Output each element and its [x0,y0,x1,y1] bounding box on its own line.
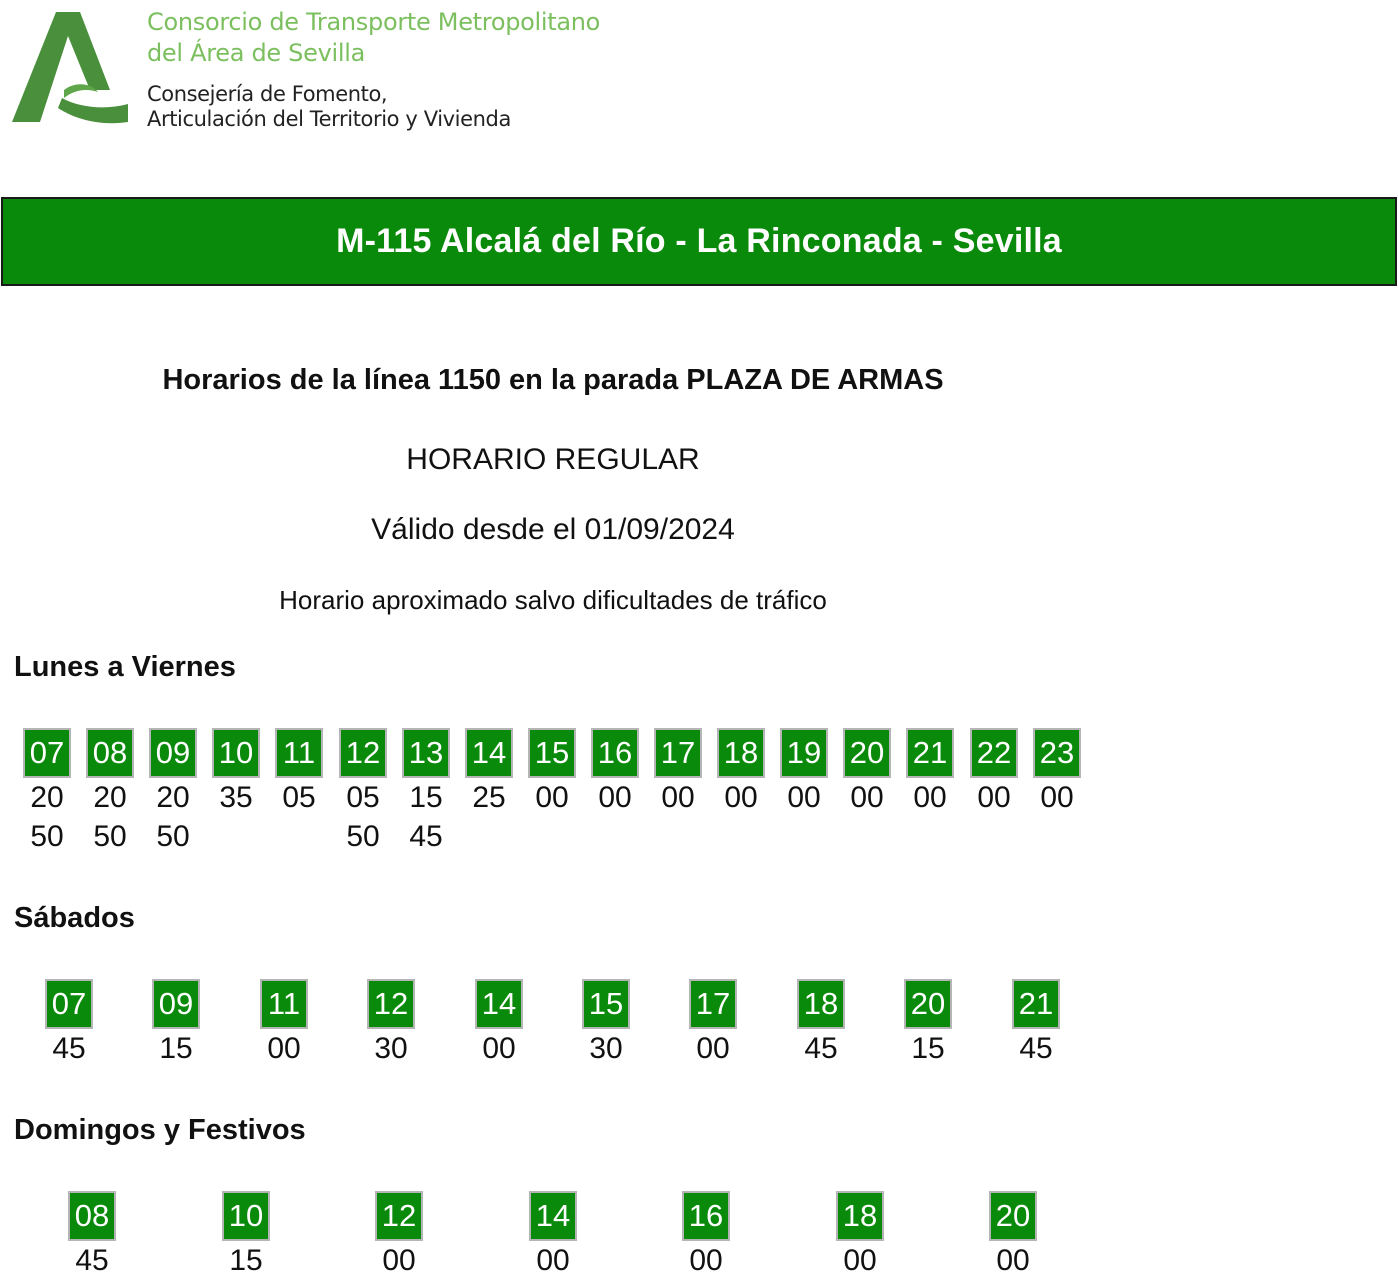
sunday-hour-column-14 [529,1191,577,1280]
hour-badge: 17 [654,728,702,778]
departure-minute: 35 [219,781,253,814]
hour-badge: 14 [465,728,513,778]
hour-badge: 20 [989,1191,1037,1241]
departure-minute: 00 [977,781,1011,814]
departure-minute: 00 [482,1032,516,1065]
departure-minute: 00 [382,1244,416,1277]
departure-minute: 45 [804,1032,838,1065]
weekday-hour-column-11 [275,728,323,817]
departure-minute: 20 [30,781,64,814]
section-title-sundays: Domingos y Festivos [14,1114,306,1146]
hour-badge: 21 [1012,979,1060,1029]
department-line1: Consejería de Fomento, [147,82,388,106]
hour-badge: 22 [970,728,1018,778]
hour-badge: 11 [260,979,308,1029]
hour-badge: 15 [582,979,630,1029]
route-title: M-115 Alcalá del Río - La Rinconada - Sevilla [336,222,1062,260]
hour-badge: 20 [843,728,891,778]
hour-badge: 08 [86,728,134,778]
saturday-hour-column-09 [152,979,200,1068]
departure-minute: 20 [93,781,127,814]
junta-andalucia-logo [10,10,132,128]
saturday-hour-column-14 [475,979,523,1068]
saturday-hour-column-07 [45,979,93,1068]
departure-minute: 00 [1040,781,1074,814]
departure-minute: 45 [52,1032,86,1065]
schedule-type: HORARIO REGULAR [406,443,700,476]
weekday-hour-column-09 [149,728,197,856]
weekday-hour-column-19 [780,728,828,817]
departure-minute: 30 [374,1032,408,1065]
departure-minute: 20 [156,781,190,814]
weekday-hour-column-13 [402,728,450,856]
hour-badge: 17 [689,979,737,1029]
departure-minute: 00 [724,781,758,814]
department-line2: Articulación del Territorio y Vivienda [147,107,511,131]
section-title-weekdays: Lunes a Viernes [14,651,236,683]
org-name-line1: Consorcio de Transporte Metropolitano [147,8,601,36]
departure-minute: 05 [282,781,316,814]
departure-minute: 50 [93,820,127,853]
hour-badge: 18 [797,979,845,1029]
hour-badge: 07 [23,728,71,778]
departure-minute: 50 [156,820,190,853]
departure-minute: 50 [30,820,64,853]
saturday-hour-column-21 [1012,979,1060,1068]
departure-minute: 00 [536,1244,570,1277]
hour-badge: 21 [906,728,954,778]
weekday-hour-column-22 [970,728,1018,817]
departure-minute: 00 [267,1032,301,1065]
hour-badge: 10 [212,728,260,778]
hour-badge: 13 [402,728,450,778]
saturday-hour-column-15 [582,979,630,1068]
departure-minute: 45 [1019,1032,1053,1065]
saturday-hour-column-18 [797,979,845,1068]
org-name-line2: del Área de Sevilla [147,39,365,67]
weekday-hour-column-21 [906,728,954,817]
hour-badge: 07 [45,979,93,1029]
departure-minute: 00 [787,781,821,814]
departure-minute: 15 [911,1032,945,1065]
hour-badge: 15 [528,728,576,778]
hour-badge: 11 [275,728,323,778]
weekday-hour-column-10 [212,728,260,817]
sunday-hour-column-12 [375,1191,423,1280]
weekday-hour-column-08 [86,728,134,856]
hour-badge: 12 [375,1191,423,1241]
hour-badge: 14 [529,1191,577,1241]
hour-badge: 12 [367,979,415,1029]
hour-badge: 10 [222,1191,270,1241]
saturday-hour-column-20 [904,979,952,1068]
departure-minute: 00 [696,1032,730,1065]
stop-heading: Horarios de la línea 1150 en la parada PLAZA DE ARMAS [162,364,944,396]
hour-badge: 09 [152,979,200,1029]
hour-badge: 23 [1033,728,1081,778]
departure-minute: 00 [689,1244,723,1277]
departure-minute: 15 [409,781,443,814]
saturday-hour-column-17 [689,979,737,1068]
departure-minute: 15 [159,1032,193,1065]
hour-badge: 16 [591,728,639,778]
departure-minute: 00 [996,1244,1030,1277]
weekday-hour-column-15 [528,728,576,817]
hour-badge: 20 [904,979,952,1029]
weekday-hour-column-17 [654,728,702,817]
hour-badge: 14 [475,979,523,1029]
weekday-hour-column-18 [717,728,765,817]
weekday-hour-column-07 [23,728,71,856]
saturday-hour-column-11 [260,979,308,1068]
sunday-hour-column-08 [68,1191,116,1280]
departure-minute: 15 [229,1244,263,1277]
traffic-note: Horario aproximado salvo dificultades de tráfico [279,585,827,615]
departure-minute: 45 [409,820,443,853]
departure-minute: 00 [850,781,884,814]
weekday-hour-column-12 [339,728,387,856]
section-title-saturdays: Sábados [14,902,135,934]
departure-minute: 05 [346,781,380,814]
departure-minute: 25 [472,781,506,814]
hour-badge: 19 [780,728,828,778]
departure-minute: 00 [535,781,569,814]
route-title-bar [1,197,1397,286]
weekday-hour-column-20 [843,728,891,817]
sunday-hour-column-18 [836,1191,884,1280]
hour-badge: 09 [149,728,197,778]
departure-minute: 00 [913,781,947,814]
weekday-hour-column-16 [591,728,639,817]
departure-minute: 00 [661,781,695,814]
sunday-hour-column-16 [682,1191,730,1280]
sunday-hour-column-10 [222,1191,270,1280]
hour-badge: 08 [68,1191,116,1241]
departure-minute: 00 [598,781,632,814]
saturday-hour-column-12 [367,979,415,1068]
hour-badge: 18 [717,728,765,778]
hour-badge: 12 [339,728,387,778]
hour-badge: 18 [836,1191,884,1241]
weekday-hour-column-23 [1033,728,1081,817]
sunday-hour-column-20 [989,1191,1037,1280]
departure-minute: 45 [75,1244,109,1277]
departure-minute: 00 [843,1244,877,1277]
departure-minute: 30 [589,1032,623,1065]
departure-minute: 50 [346,820,380,853]
hour-badge: 16 [682,1191,730,1241]
valid-from: Válido desde el 01/09/2024 [371,513,735,546]
weekday-hour-column-14 [465,728,513,817]
